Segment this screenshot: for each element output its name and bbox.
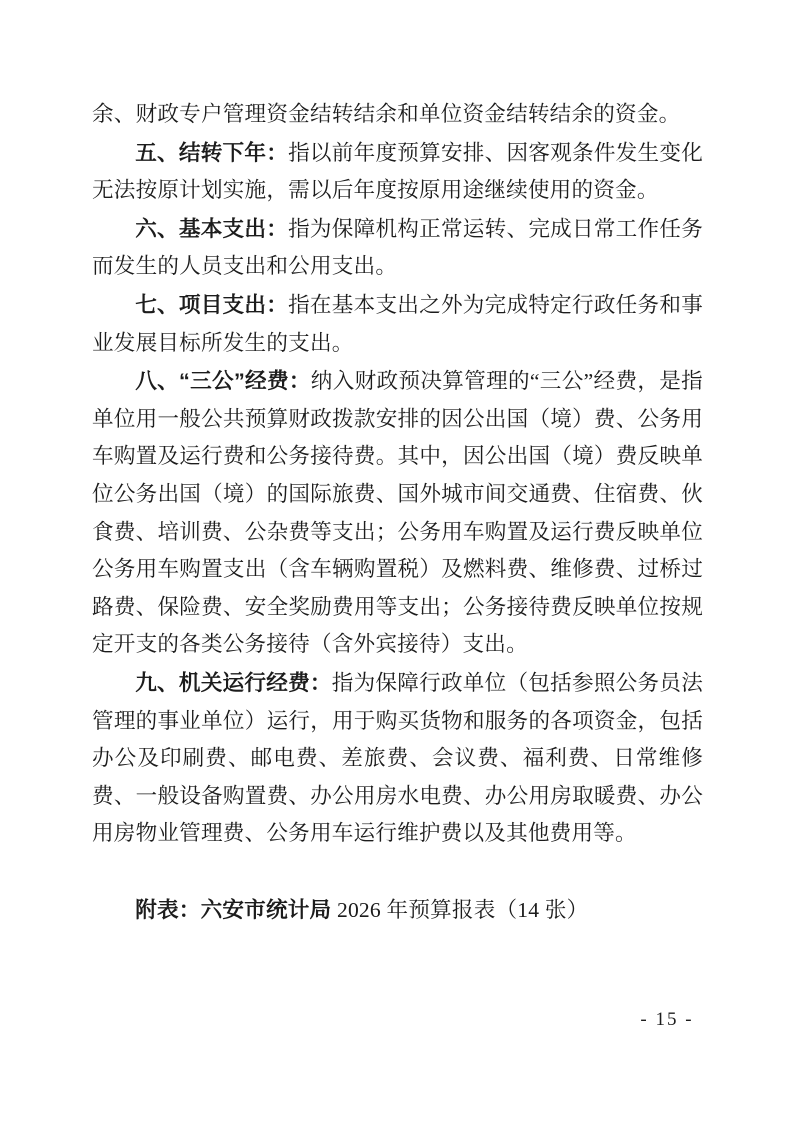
paragraph-lead: 七、项目支出： xyxy=(135,291,289,317)
document-body xyxy=(92,96,703,929)
attachment-lead: 附表：六安市统计局 xyxy=(135,896,332,922)
paragraph-text: 余、财政专户管理资金结转结余和单位资金结转结余的资金。 xyxy=(92,102,681,126)
paragraph-continuation xyxy=(92,96,703,134)
paragraph-lead: 五、结转下年： xyxy=(135,139,289,165)
paragraph-lead: 六、基本支出： xyxy=(135,215,289,241)
paragraph-text: 指为保障机构正常运转、完成日常工作任务而发生的人员支出和公用支出。 xyxy=(92,216,703,279)
paragraph-text: 纳入财政预决算管理的“三公”经费，是指单位用一般公共预算财政拨款安排的因公出国（境）费、公务用车购置及运行费和公务接待费。其中，因公出国（境）费反映单位公务出国（境）的国际旅费、国外城市间交通费、住宿费、伙食费、培训费、公杂费等支出；公务用车购置及运行费反映单位公务用车购置支出（含车辆购置税）及燃料费、维修费、过桥过路费、保险费、安全奖励费用等支出；公务接待费反映单位按规定开支的各类公务接待（含外宾接待）支出。 xyxy=(92,369,703,657)
paragraph-item-8-three-public-funds xyxy=(92,362,703,664)
paragraph-text: 指在基本支出之外为完成特定行政任务和事业发展目标所发生的支出。 xyxy=(92,292,703,355)
page-number: - 15 - xyxy=(640,1009,694,1030)
paragraph-item-9-agency-operating-funds xyxy=(92,664,703,853)
attachment-note xyxy=(92,891,703,930)
paragraph-text: 指为保障行政单位（包括参照公务员法管理的事业单位）运行，用于购买货物和服务的各项资金，包括办公及印刷费、邮电费、差旅费、会议费、福利费、日常维修费、一般设备购置费、办公用房水电费、办公用房取暖费、办公用房物业管理费、公务用车运行维护费以及其他费用等。 xyxy=(92,670,703,846)
paragraph-item-5-carryover xyxy=(92,134,703,210)
paragraph-lead: 九、机关运行经费： xyxy=(135,669,332,695)
paragraph-lead: 八、“三公”经费： xyxy=(135,368,311,394)
paragraph-item-7-project-expenditure xyxy=(92,286,703,362)
paragraph-text: 指以前年度预算安排、因客观条件发生变化无法按原计划实施，需以后年度按原用途继续使用的资金。 xyxy=(92,140,703,203)
attachment-text: 2026 年预算报表（14 张） xyxy=(331,897,589,922)
paragraph-item-6-basic-expenditure xyxy=(92,210,703,286)
